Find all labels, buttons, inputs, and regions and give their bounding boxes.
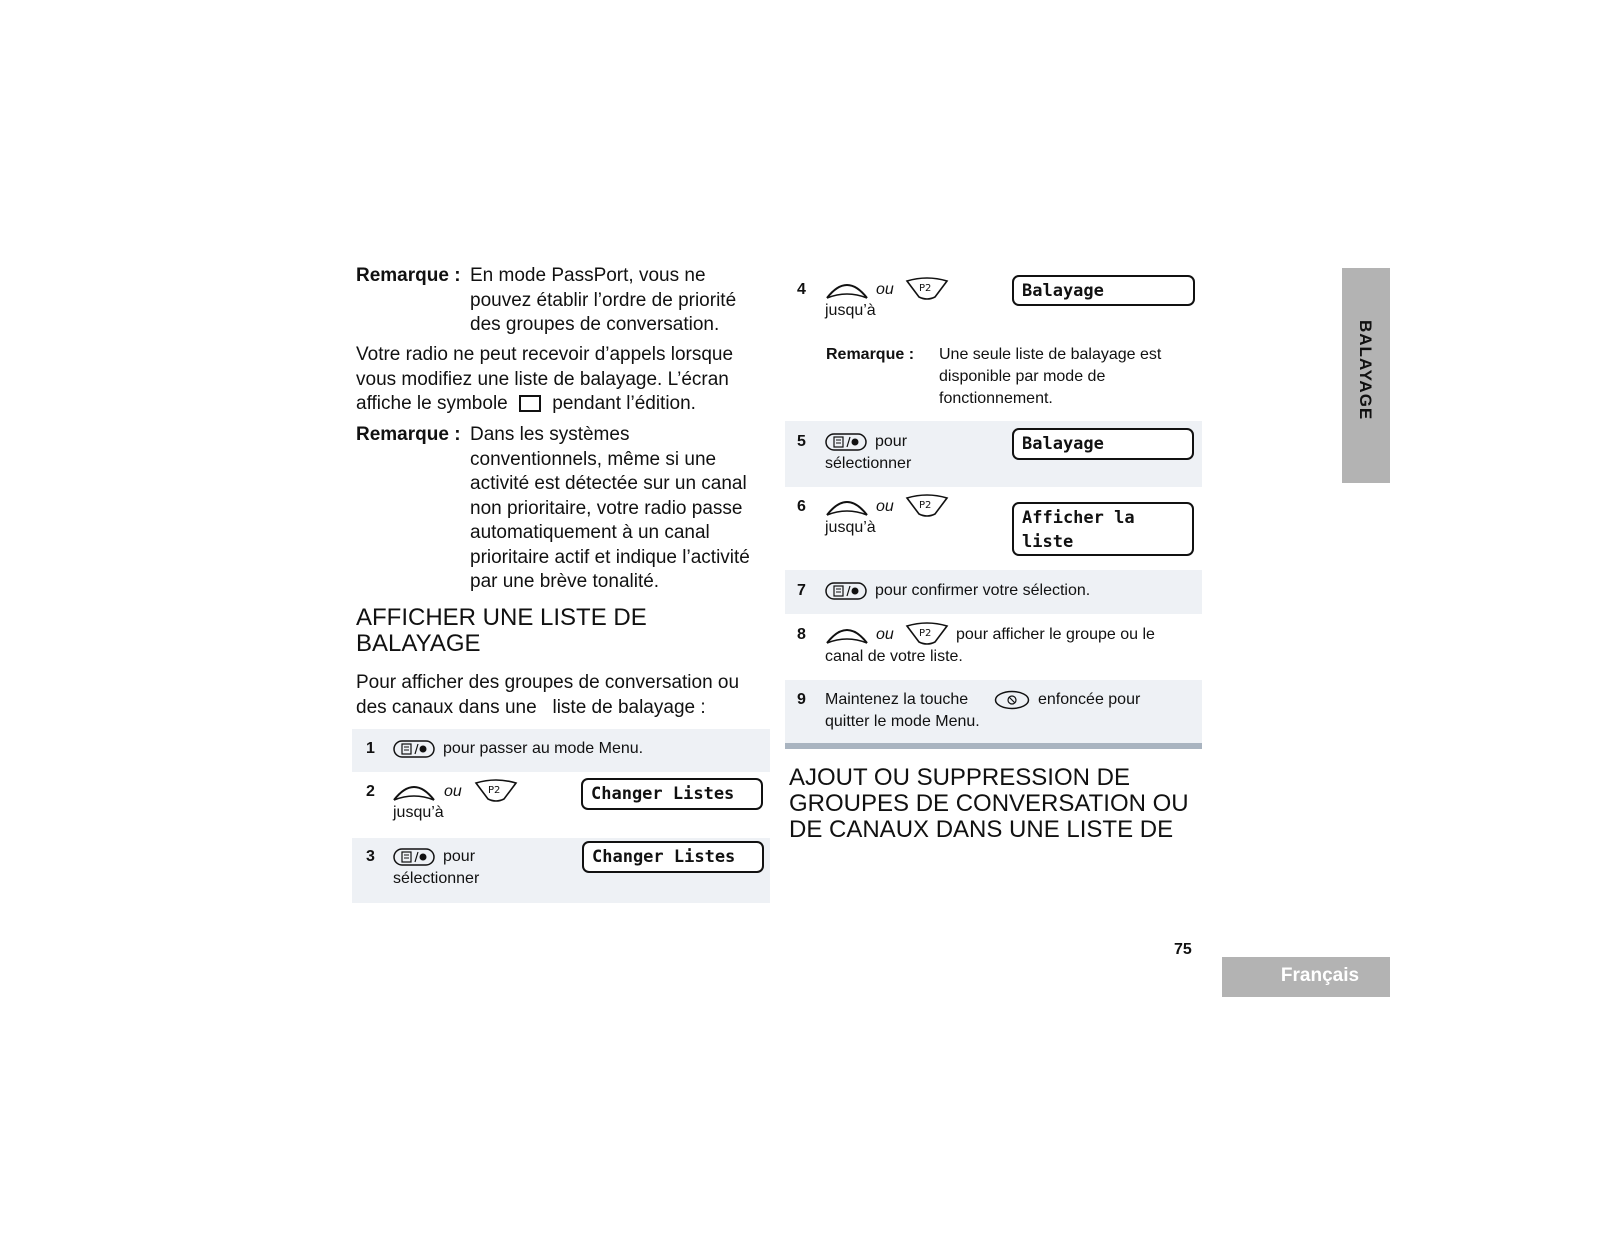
step-text: pour afficher le groupe ou le [956,626,1155,643]
svg-text:P2: P2 [919,628,932,639]
note-label: Remarque : [826,346,915,363]
svg-text:P2: P2 [488,785,501,796]
note-line: disponible par mode de [939,368,1106,385]
side-tab-label: BALAYAGE [1356,320,1375,421]
note-label: Remarque : [356,265,461,286]
step-text: sélectionner [393,870,480,887]
paragraph-line: Votre radio ne peut recevoir d’appels lorsque [356,344,734,365]
note-line: pouvez établir l’ordre de priorité [470,289,737,311]
step-number: 7 [797,582,806,599]
note-line: automatiquement à un canal [470,522,710,543]
home-exit-key-icon [994,690,1030,715]
language-label: Français [1280,965,1360,986]
p2-button-icon [905,494,949,523]
note-line: En mode PassPort, vous ne [470,265,706,286]
radio-display: Balayage [1012,275,1195,306]
paragraph [356,343,733,417]
note-text [470,423,750,595]
step-text: pour [875,433,908,450]
note-text [470,264,736,338]
step-text: jusqu’à [825,302,876,319]
note-line: prioritaire actif et indique l’activité [470,546,750,568]
or-label: ou [876,498,894,515]
note-line: fonctionnement. [939,390,1053,407]
step-text: sélectionner [825,455,912,472]
note-line: des groupes de conversation. [470,314,720,335]
step-number: 3 [366,848,375,865]
step-number: 8 [797,626,806,643]
note-line: non prioritaire, votre radio passe [470,497,743,519]
note-line: conventionnels, même si une [470,448,717,470]
step-number: 4 [797,281,806,298]
step-text: pour [443,848,476,865]
intro-paragraph: Pour afficher des groupes de conversation ou des canaux dans une liste de balayage : [356,672,740,718]
radio-display: Changer Listes [581,778,763,810]
step-text: jusqu’à [393,804,444,821]
step-number: 9 [797,691,806,708]
step-text: Maintenez la touche [825,691,969,708]
p2-button-icon [905,277,949,306]
step-text: canal de votre liste. [825,648,963,665]
note-text [939,344,1161,410]
note-line: par une brève tonalité. [470,571,660,592]
paragraph-line: affiche le symbole pendant l’édition. [356,393,696,414]
radio-display: Afficher la liste [1012,502,1194,556]
or-label: ou [444,783,462,800]
step-text: enfoncée pour [1038,691,1141,708]
edit-box-symbol-icon [519,395,541,412]
note-label: Remarque : [356,424,461,445]
section-divider [785,743,1202,749]
svg-text:P2: P2 [919,283,932,294]
radio-display: Changer Listes [582,841,764,873]
step-text: pour confirmer votre sélection. [875,582,1091,599]
or-label: ou [876,281,894,298]
p2-button-icon [474,779,518,808]
language-tab [1222,957,1390,997]
page-number: 75 [1174,941,1192,958]
step-number: 2 [366,783,375,800]
note-line: activité est détectée sur un canal [470,473,747,494]
menu-select-key-icon [393,740,435,763]
step-text: jusqu’à [825,519,876,536]
step-number: 1 [366,740,375,757]
note-line: Une seule liste de balayage est [939,346,1162,363]
step-number: 5 [797,433,806,450]
step-number: 6 [797,498,806,515]
section-side-tab [1342,268,1390,483]
menu-select-key-icon [825,582,867,605]
paragraph-line: vous modifiez une liste de balayage. L’écran [356,368,729,390]
radio-display: Balayage [1012,428,1194,460]
step-text: pour passer au mode Menu. [443,740,644,757]
or-label: ou [876,626,894,643]
section-heading: AFFICHER UNE LISTE DE BALAYAGE [356,604,647,657]
step-text: quitter le mode Menu. [825,713,980,730]
note-line: Dans les systèmes [470,424,630,445]
section-heading: AJOUT OU SUPPRESSION DE GROUPES DE CONVERSATION OU DE CANAUX DANS UNE LISTE DE [789,764,1189,843]
svg-text:P2: P2 [919,500,932,511]
